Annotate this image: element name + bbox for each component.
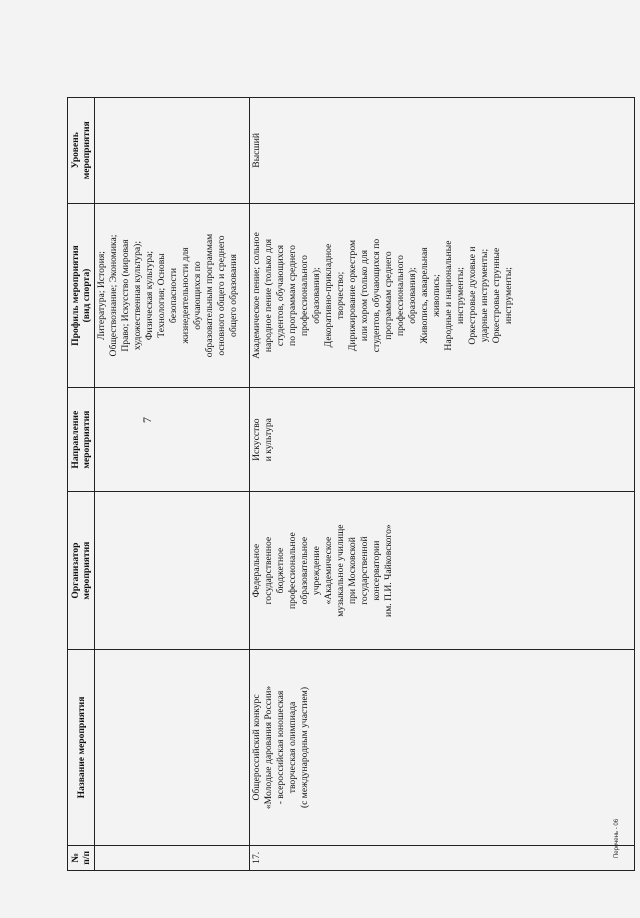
- cell-line: - всероссийская юношеская: [275, 690, 286, 805]
- cell-line: образования);: [311, 267, 322, 324]
- cell-line: обучающихся по: [192, 261, 203, 330]
- header-direction: Направление мероприятия: [68, 388, 95, 491]
- cell-line: при Московской: [347, 537, 358, 605]
- cell-line: Технология; Основы: [156, 253, 167, 338]
- cell-line: Оркестровые духовые и: [467, 246, 478, 345]
- cell-profile: [250, 203, 635, 388]
- cell-line: профессионального: [299, 255, 310, 336]
- cell-line: профессиональное: [287, 532, 298, 610]
- cell-line: Общероссийский конкурс: [251, 694, 262, 801]
- cell-direction: [250, 388, 635, 491]
- cell-line: профессионального: [395, 255, 406, 336]
- cell-num: 17.: [250, 845, 635, 870]
- cell-line: консерватории: [371, 540, 382, 601]
- cell-line: Оркестровые струнные: [491, 247, 502, 344]
- cell-line: творческая олимпиада: [287, 701, 298, 794]
- cell-line: безопасности: [168, 267, 179, 324]
- cell-line: им. П.И. Чайковского»: [383, 524, 394, 617]
- cell-line: инструменты;: [503, 267, 514, 324]
- events-table: [67, 97, 635, 871]
- cell-line: инструменты;: [455, 267, 466, 324]
- cell-line: по программам среднего: [287, 245, 298, 346]
- header-profile: Профиль мероприятия (вид спорта): [68, 203, 95, 388]
- cell-line: студентов, обучающихся по: [371, 238, 382, 353]
- cell-line: Право; Искусство (мировая: [120, 239, 131, 352]
- cell-line: Народные и национальные: [443, 240, 454, 351]
- cell-line: Обществознание; Экономика;: [108, 234, 119, 357]
- cell-line: бюджетное: [275, 547, 286, 594]
- cell-direction: [95, 388, 250, 491]
- cell-line: Академическое пение; сольное: [251, 232, 262, 359]
- cell-line: Физическая культура;: [144, 250, 155, 341]
- cell-line: Декоративно-прикладное: [323, 243, 334, 348]
- cell-line: художественная культура);: [132, 241, 143, 351]
- cell-line: и культура: [263, 418, 274, 462]
- cell-line: основного общего и среднего: [216, 235, 227, 356]
- header-level: Уровень мероприятия: [68, 98, 95, 204]
- cell-line: жизнедеятельности для: [180, 247, 191, 344]
- cell-line: «Академическое: [323, 536, 334, 605]
- cell-name: [95, 650, 250, 845]
- cell-line: «Молодые дарования России»: [263, 685, 274, 810]
- page-number: 7: [140, 417, 154, 423]
- cell-line: Литература; История;: [96, 251, 107, 340]
- cell-organizer: [95, 491, 250, 649]
- cell-line: образования);: [407, 267, 418, 324]
- cell-line: ударные инструменты;: [479, 248, 490, 343]
- cell-line: (с международным участием): [299, 686, 310, 809]
- cell-line: живопись;: [431, 274, 442, 317]
- cell-level: [95, 98, 250, 204]
- cell-line: образовательным программам: [204, 233, 215, 358]
- table-header-row: [68, 98, 95, 871]
- header-organizer: Организатор мероприятия: [68, 491, 95, 649]
- cell-line: учреждение: [311, 546, 322, 596]
- cell-name: [250, 650, 635, 845]
- cell-line: программам среднего: [383, 251, 394, 340]
- cell-line: музыкальное училище: [335, 524, 346, 617]
- header-num: № п/п: [68, 845, 95, 870]
- cell-line: Искусство: [251, 418, 262, 461]
- table-row: [95, 98, 250, 871]
- table-row: [250, 98, 635, 871]
- cell-line: Живопись, акварельная: [419, 247, 430, 344]
- cell-num: [95, 845, 250, 870]
- cell-organizer: [250, 491, 635, 649]
- cell-line: государственной: [359, 536, 370, 605]
- cell-line: образовательное: [299, 536, 310, 605]
- cell-line: Федеральное: [251, 543, 262, 598]
- header-name: Название мероприятия: [68, 650, 95, 845]
- cell-line: или хором (только для: [359, 249, 370, 342]
- footer-text: Перечень - 06: [614, 818, 620, 858]
- cell-line: народное пение (только для: [263, 238, 274, 353]
- cell-line: общего образования: [228, 254, 239, 337]
- cell-level: Высший: [250, 98, 635, 204]
- cell-line: творчество;: [335, 271, 346, 320]
- cell-line: студентов, обучающихся: [275, 245, 286, 347]
- cell-line: государственное: [263, 536, 274, 605]
- cell-line: Дирижирование оркестром: [347, 239, 358, 352]
- cell-profile: [95, 203, 250, 388]
